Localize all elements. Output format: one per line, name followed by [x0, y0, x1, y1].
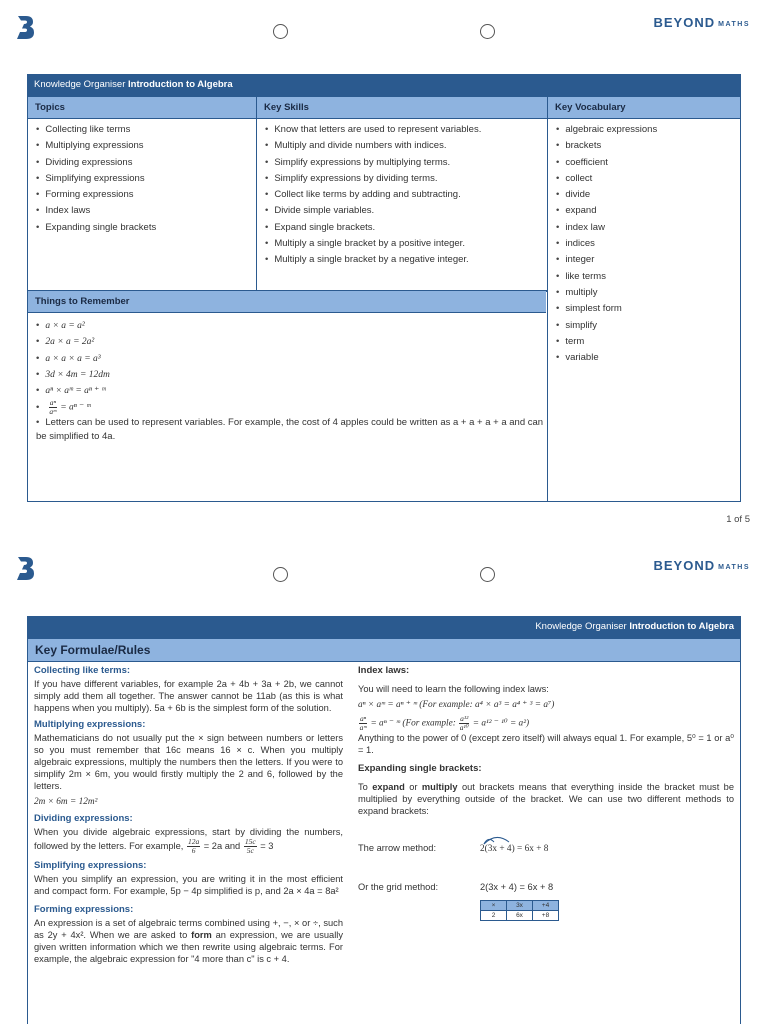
skill-item: • Know that letters are used to represent variables. [265, 122, 481, 138]
beyond-logo-icon [14, 555, 36, 581]
fraction: $\frac{\text{aⁿ}}{\text{aᵐ}}$ [359, 714, 367, 732]
vocab-item: • integer [556, 252, 657, 268]
brand-wordmark: BEYOND MATHS [653, 558, 750, 573]
section-heading: Dividing expressions: [34, 813, 133, 824]
organiser-title-bar: Knowledge Organiser Introduction to Algebra [27, 74, 741, 96]
section-text: Anything to the power of 0 (except zero itself) will always equal 1. For example, 5⁰ = 1 or a⁰ = 1. [358, 733, 734, 755]
vocab-item: • simplify [556, 318, 657, 334]
skill-item: • Multiply and divide numbers with indices. [265, 138, 481, 154]
vocab-item: • coefficient [556, 155, 657, 171]
divider [547, 97, 549, 501]
vocab-item: • algebraic expressions [556, 122, 657, 138]
section-heading: Index laws: [358, 665, 410, 676]
topic-item: • Multiplying expressions [36, 138, 156, 154]
beyond-logo-icon [14, 14, 36, 40]
fraction: $\frac{12a}{6}$ [187, 837, 200, 855]
topics-header: Topics [28, 97, 256, 119]
grid-method: Or the grid method: 2(3x + 4) = 6x + 8 [358, 882, 554, 892]
grid-cell: × [481, 901, 507, 911]
skills-header: Key Skills [257, 97, 547, 119]
vocab-item: • index law [556, 220, 657, 236]
section-heading: Collecting like terms: [34, 665, 131, 676]
vocab-item: • expand [556, 203, 657, 219]
section-heading: Multiplying expressions: [34, 719, 146, 730]
vocab-item: • collect [556, 171, 657, 187]
punch-hole-icon [273, 24, 288, 39]
vocab-list [556, 122, 657, 366]
formulae-right-column [358, 664, 734, 921]
section-text: When you divide algebraic expressions, start by dividing the numbers, followed by the letters. For example, $\frac{12a}{6}$ = 2a and $\frac{15c}{5c}$ = 3 [34, 827, 343, 855]
grid-row [481, 911, 559, 921]
skill-item: • Collect like terms by adding and subtracting. [265, 187, 481, 203]
topic-item: • Dividing expressions [36, 155, 156, 171]
remember-header: Things to Remember [28, 291, 546, 313]
skill-item: • Expand single brackets. [265, 220, 481, 236]
topics-list [36, 122, 156, 236]
remember-item: • 3d × 4m = 12dm [36, 367, 546, 383]
section-text: An expression is a set of algebraic terms combined using +, −, × or ÷, such as 2y + 4x². When we are asked to form an expression, we are usually given written information which we then rewrite using algebraic terms. For example, the algebraic expression for "4 more than c" is c + 4. [34, 918, 343, 964]
grid-cell: 6x [507, 911, 533, 921]
section-text: If you have different variables, for example 2a + 4b + 3a + 2b, we cannot simply add them all together. The answer cannot be 11ab (as this is what happens when you multiply). 5a + 6b is the simplest form of the solution. [34, 679, 343, 713]
vocab-item: • indices [556, 236, 657, 252]
vocab-item: • term [556, 334, 657, 350]
remember-list [36, 318, 546, 443]
skill-item: • Multiply a single bracket by a negative integer. [265, 252, 481, 268]
page-number: 1 of 5 [726, 514, 750, 525]
topic-item: • Collecting like terms [36, 122, 156, 138]
section-text: Mathematicians do not usually put the × sign between numbers or letters so you must remember that 16c means 16 × c. When you multiply algebraic expressions, multiply the numbers then the letters. If you were to simplify 2m × 6m, you would firstly multiply the 2 and 6, followed by the letters. [34, 733, 343, 791]
brand-wordmark: BEYOND MATHS [653, 15, 750, 30]
skill-item: • Multiply a single bracket by a positive integer. [265, 236, 481, 252]
grid-cell: +4 [533, 901, 559, 911]
section-heading: Forming expressions: [34, 904, 134, 915]
organiser-title-bar: Knowledge Organiser Introduction to Algebra [27, 616, 741, 638]
skill-item: • Simplify expressions by multiplying terms. [265, 155, 481, 171]
section-text: You will need to learn the following index laws: [358, 684, 549, 694]
vocab-item: • brackets [556, 138, 657, 154]
arrow-method: The arrow method: 2(3x + 4) = 6x + 8 [358, 837, 734, 859]
punch-hole-icon [273, 567, 288, 582]
skill-item: • Divide simple variables. [265, 203, 481, 219]
section-heading: Expanding single brackets: [358, 763, 482, 774]
topic-item: • Forming expressions [36, 187, 156, 203]
grid-row [481, 901, 559, 911]
section-text: To expand or multiply out brackets means that everything inside the bracket must be multiplied by everything outside of the bracket. We can use two different methods to expand brackets: [358, 782, 735, 816]
key-formulae-header: Key Formulae/Rules [27, 638, 741, 662]
index-law: $\frac{\text{aⁿ}}{\text{aᵐ}}$ = aⁿ ⁻ ᵐ (For example: $\frac{\text{a¹²}}{\text{a¹⁰}}$ = a¹² ⁻ ¹⁰ = a²) [359, 714, 530, 732]
grid-cell: 3x [507, 901, 533, 911]
index-law: aⁿ × aᵐ = aⁿ ⁺ ᵐ (For example: a⁴ × a³ = a⁴ ⁺ ³ = a⁷) [358, 700, 555, 710]
skills-list [265, 122, 481, 269]
expand-arrow-icon [482, 835, 512, 845]
formulae-left-column [34, 664, 343, 965]
section-text: When you simplify an expression, you are writing it in the most efficient and compact form. For example, 5p − 4p simplified is p, and 2a × 4a = 8a² [34, 874, 343, 896]
remember-item: • a × a = a² [36, 318, 546, 334]
vocab-item: • divide [556, 187, 657, 203]
remember-item: • $\frac{\text{aⁿ}}{\text{aᵐ}}$ = aⁿ ⁻ ᵐ [36, 399, 546, 415]
remember-item: • a × a × a = a³ [36, 351, 546, 367]
topic-item: • Simplifying expressions [36, 171, 156, 187]
vocab-header: Key Vocabulary [548, 97, 740, 119]
example-equation: 2m × 6m = 12m² [34, 797, 98, 807]
page-2 [0, 542, 768, 1024]
vocab-item: • variable [556, 350, 657, 366]
section-heading: Simplifying expressions: [34, 860, 147, 871]
punch-hole-icon [480, 24, 495, 39]
punch-hole-icon [480, 567, 495, 582]
remember-item: • aⁿ × aᵐ = aⁿ ⁺ ᵐ [36, 383, 546, 399]
topic-item: • Index laws [36, 203, 156, 219]
fraction: $\frac{15c}{5c}$ [244, 837, 256, 855]
grid-method-table [480, 900, 559, 921]
fraction: $\frac{\text{a¹²}}{\text{a¹⁰}}$ [459, 714, 469, 732]
vocab-item: • multiply [556, 285, 657, 301]
divider [256, 97, 258, 291]
topic-item: • Expanding single brackets [36, 220, 156, 236]
remember-item: • Letters can be used to represent variables. For example, the cost of 4 apples could be written as a + a + a + a and can be simplified to 4a. [36, 416, 546, 432]
vocab-item: • simplest form [556, 301, 657, 317]
vocab-item: • like terms [556, 269, 657, 285]
remember-item: • 2a × a = 2a² [36, 334, 546, 350]
grid-cell: +8 [533, 911, 559, 921]
skill-item: • Simplify expressions by dividing terms. [265, 171, 481, 187]
fraction: • $\frac{\text{aⁿ}}{\text{aᵐ}}$ [49, 398, 57, 417]
grid-cell: 2 [481, 911, 507, 921]
